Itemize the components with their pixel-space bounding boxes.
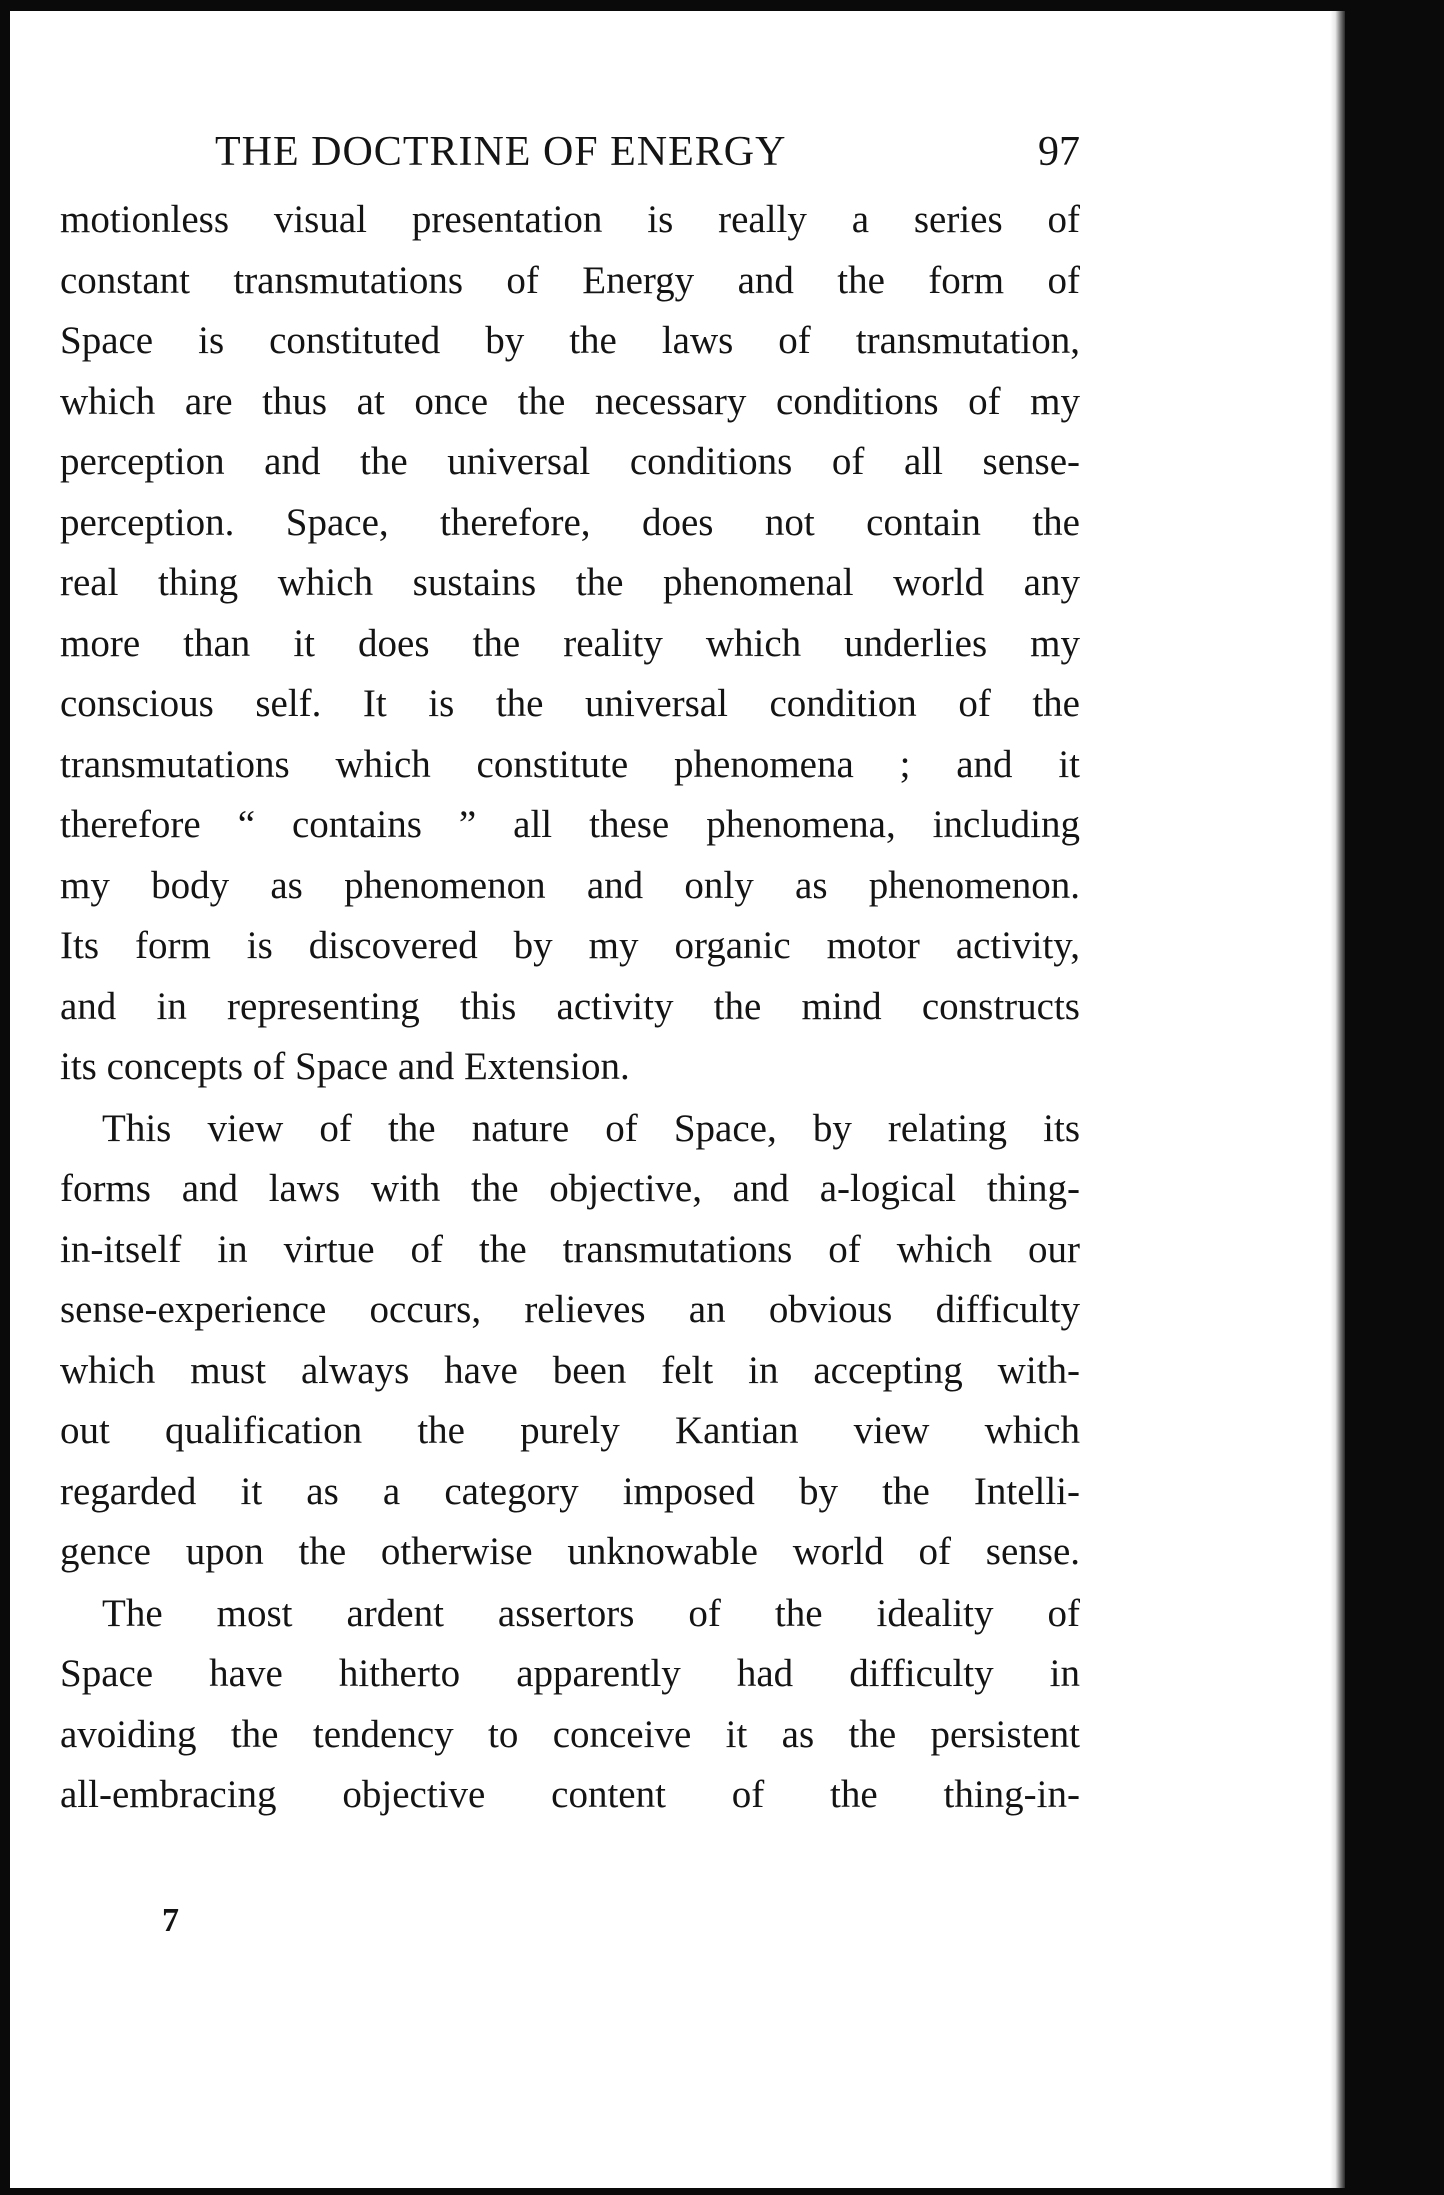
text-line: Its form is discovered by my organic motor activity,: [60, 924, 1080, 967]
running-title: THE DOCTRINE OF ENERGY: [215, 129, 787, 175]
scan-border-left: [0, 0, 10, 2195]
text-line: conscious self. It is the universal condition of the: [60, 682, 1080, 725]
text-line: transmutations which constitute phenomena ; and it: [60, 742, 1080, 786]
scan-border-bottom: [0, 2188, 1444, 2195]
page-edge-shadow: [1330, 11, 1345, 2195]
text-line: constant transmutations of Energy and the form of: [60, 258, 1080, 302]
text-line: therefore “ contains ” all these phenomena, including: [60, 803, 1080, 846]
text-line: all-embracing objective content of the thing-in-: [60, 1773, 1080, 1816]
scan-border-top: [0, 0, 1444, 11]
paragraph-1: [60, 190, 1080, 1098]
text-line: and in representing this activity the mind constructs: [60, 984, 1080, 1028]
text-line: out qualification the purely Kantian view which: [60, 1409, 1080, 1452]
page-number: 97: [1038, 129, 1080, 175]
text-line: This view of the nature of Space, by relating its: [102, 1106, 1080, 1150]
text-line: avoiding the tendency to conceive it as the persistent: [60, 1712, 1080, 1756]
text-line: perception and the universal conditions of all sense-: [60, 440, 1080, 483]
text-line: perception. Space, therefore, does not contain the: [60, 500, 1080, 544]
text-line: its concepts of Space and Extension.: [60, 1045, 630, 1088]
signature-mark: 7: [162, 1902, 179, 1939]
text-line: which are thus at once the necessary conditions of my: [60, 379, 1080, 423]
text-line: real thing which sustains the phenomenal world any: [60, 561, 1080, 604]
text-line: Space have hitherto apparently had difficulty in: [60, 1652, 1080, 1695]
paragraph-2: [60, 1099, 1080, 1583]
text-line: regarded it as a category imposed by the Intelli-: [60, 1469, 1080, 1513]
text-line: more than it does the reality which underlies my: [60, 621, 1080, 665]
text-line: which must always have been felt in accepting with-: [60, 1348, 1080, 1392]
text-line: my body as phenomenon and only as phenomenon.: [60, 863, 1080, 907]
book-page: [60, 120, 1080, 1827]
text-line: forms and laws with the objective, and a-logical thing-: [60, 1167, 1080, 1210]
text-line: motionless visual presentation is really a series of: [60, 198, 1080, 241]
running-head: [60, 120, 1080, 190]
text-line: sense-experience occurs, relieves an obvious difficulty: [60, 1288, 1080, 1331]
text-line: in-itself in virtue of the transmutations of which our: [60, 1227, 1080, 1271]
text-line: The most ardent assertors of the ideality of: [102, 1591, 1080, 1635]
body-text: [60, 190, 1080, 1826]
scan-border-right: [1345, 0, 1444, 2195]
text-line: gence upon the otherwise unknowable world of sense.: [60, 1530, 1080, 1573]
paragraph-3: [60, 1584, 1080, 1826]
text-line: Space is constituted by the laws of transmutation,: [60, 319, 1080, 362]
